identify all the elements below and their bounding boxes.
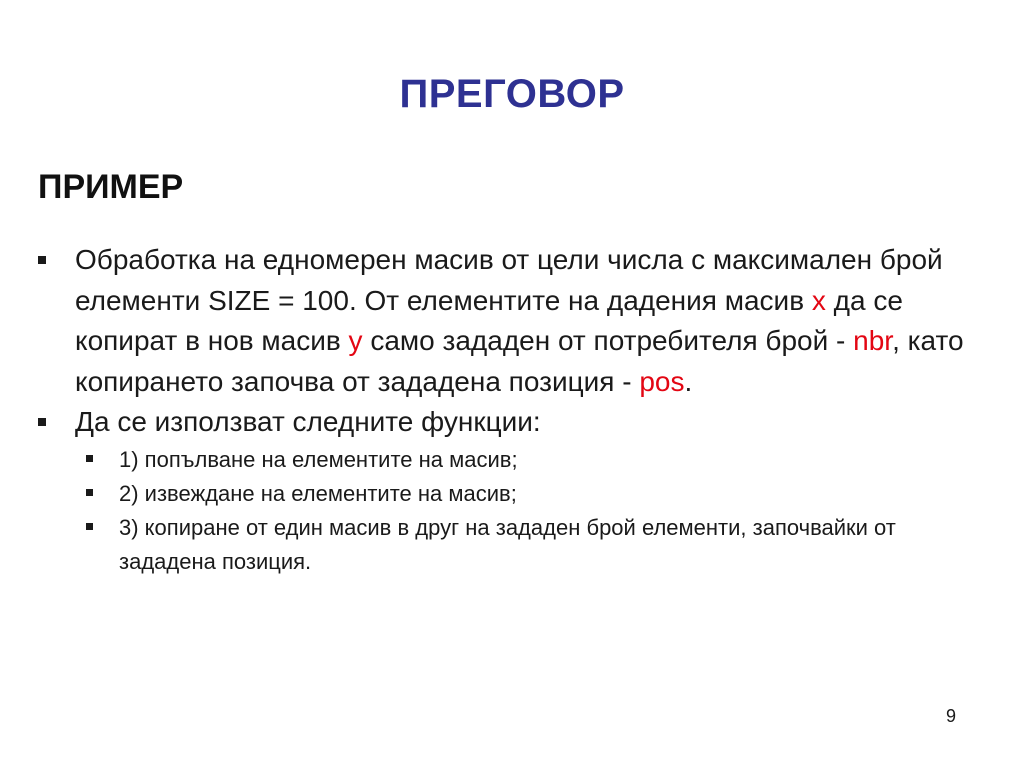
task-text-2: да се копират в нов масив [75,284,903,356]
sub-item-text: 2) извеждане на елементите на масив; [119,480,517,506]
var-x: x [811,284,826,316]
bullet-item-task [38,240,988,402]
square-bullet-icon [86,455,93,462]
sub-item-print [86,477,988,511]
square-bullet-icon [38,256,46,264]
page-number: 9 [946,706,957,726]
sub-item-text: 1) попълване на елементите на масив; [119,446,518,472]
sub-item-copy [86,511,988,579]
var-nbr: nbr [853,325,893,356]
section-heading: ПРИМЕР [38,168,184,206]
functions-text: Да се използват следните функции: [75,406,541,437]
square-bullet-icon [86,489,93,496]
sub-item-fill [86,443,988,477]
var-y: y [348,325,363,356]
bullet-item-functions [38,402,988,443]
square-bullet-icon [86,523,93,530]
task-text-4: , като копирането започва от зададена позиция - [75,325,964,397]
task-text-3: само зададен от потребителя брой - [362,325,854,356]
task-text-5: . [684,365,693,397]
task-text-1: Обработка на едномерен масив от цели числа с максимален брой елементи SIZE = 100. От елементите на дадения масив [75,244,943,316]
var-pos: pos [639,365,685,397]
slide-content [38,240,988,579]
square-bullet-icon [38,418,46,426]
sub-item-text: 3) копиране от един масив в друг на зададен брой елементи, започвайки от зададена позиция. [119,514,896,574]
slide-title: ПРЕГОВОР [399,72,625,116]
